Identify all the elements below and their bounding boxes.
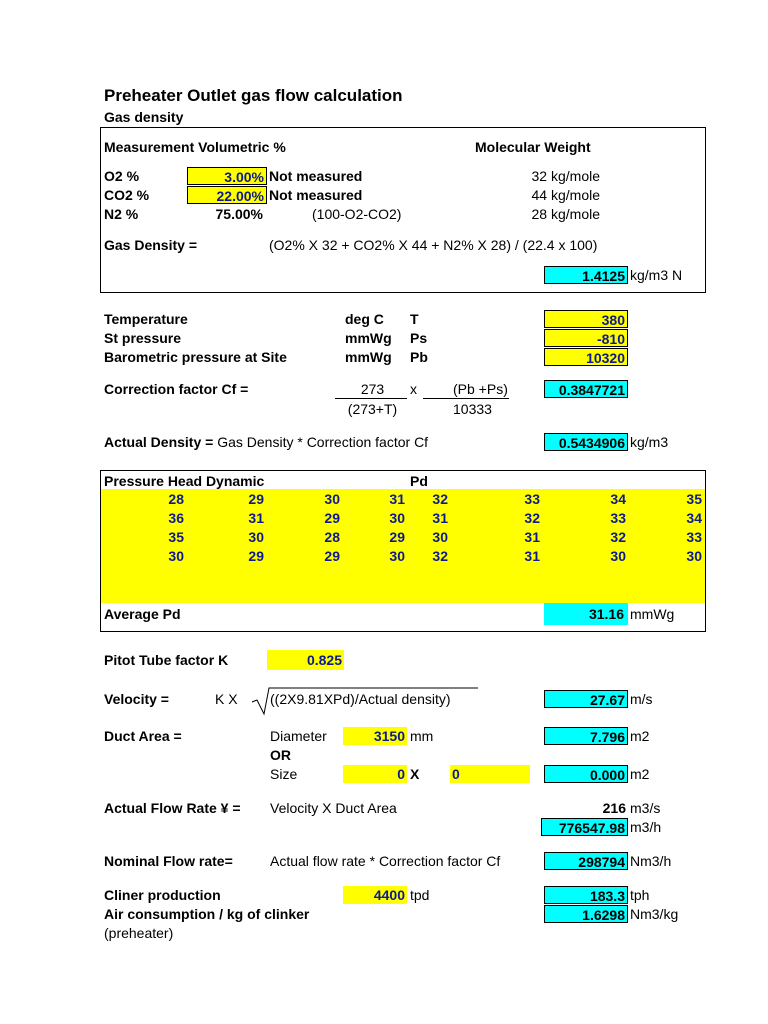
average-pd-label: Average Pd	[104, 606, 181, 622]
o2-input[interactable]: 3.00%	[187, 167, 267, 185]
fraction-line-2	[423, 398, 509, 399]
pd-cell[interactable]: 28	[168, 491, 184, 507]
duct-area-value-2: 0.000	[544, 765, 628, 783]
o2-note: Not measured	[269, 168, 363, 184]
pd-cell[interactable]: 34	[610, 491, 626, 507]
diameter-unit: mm	[410, 728, 434, 744]
actual-flow-value-s: 216	[602, 800, 626, 816]
nominal-flow-formula: Actual flow rate * Correction factor Cf	[270, 853, 501, 869]
temperature-unit: deg C	[345, 311, 384, 327]
n2-mw: 28 kg/mole	[531, 206, 600, 222]
measurement-header: Measurement Volumetric %	[104, 139, 286, 155]
actual-flow-formula: Velocity X Duct Area	[270, 800, 397, 816]
actual-flow-unit-h: m3/h	[630, 819, 662, 835]
pd-cell[interactable]: 28	[324, 529, 340, 545]
page-title: Preheater Outlet gas flow calculation	[104, 86, 403, 105]
air-consumption-sub: (preheater)	[104, 925, 174, 941]
pd-cell[interactable]: 34	[686, 510, 702, 526]
duct-area-unit-2: m2	[630, 766, 650, 782]
st-pressure-unit: mmWg	[345, 330, 392, 346]
pd-cell[interactable]: 29	[389, 529, 405, 545]
actual-flow-label: Actual Flow Rate ¥ =	[104, 800, 241, 816]
actual-density-row	[104, 433, 428, 451]
fraction-line-1	[335, 398, 407, 399]
average-pd-value: 31.16	[588, 606, 624, 622]
clinker-unit: tpd	[410, 887, 430, 903]
duct-area-label: Duct Area =	[104, 728, 182, 744]
temperature-symbol: T	[410, 311, 419, 327]
actual-density-formula: Gas Density * Correction factor Cf	[217, 434, 429, 450]
average-pd-unit: mmWg	[630, 606, 675, 622]
correction-value: 0.3847721	[544, 380, 628, 398]
temperature-label: Temperature	[104, 311, 188, 327]
pd-cell[interactable]: 31	[524, 548, 540, 564]
pd-cell[interactable]: 30	[248, 529, 264, 545]
or-label: OR	[270, 747, 291, 763]
pd-cell[interactable]: 31	[432, 510, 448, 526]
velocity-value: 27.67	[544, 690, 628, 708]
nominal-flow-label: Nominal Flow rate=	[104, 853, 233, 869]
st-pressure-input[interactable]: -810	[544, 329, 628, 347]
pd-cell[interactable]: 35	[686, 491, 702, 507]
pd-cell[interactable]: 29	[324, 510, 340, 526]
pd-cell[interactable]: 33	[524, 491, 540, 507]
air-consumption-value: 1.6298	[544, 905, 628, 923]
size-label: Size	[270, 766, 298, 782]
correction-x: x	[410, 381, 417, 397]
co2-mw: 44 kg/mole	[531, 187, 600, 203]
barometric-label: Barometric pressure at Site	[104, 349, 287, 365]
pd-cell[interactable]: 33	[610, 510, 626, 526]
molecular-weight-header: Molecular Weight	[475, 139, 591, 155]
gas-density-formula: (O2% X 32 + CO2% X 44 + N2% X 28) / (22.4 x 100)	[269, 237, 598, 253]
st-pressure-symbol: Ps	[410, 330, 428, 346]
actual-density-unit: kg/m3	[630, 434, 669, 450]
co2-label: CO2 %	[104, 187, 150, 203]
pd-cell[interactable]: 30	[686, 548, 702, 564]
barometric-unit: mmWg	[345, 349, 392, 365]
pd-cell[interactable]: 32	[610, 529, 626, 545]
co2-input[interactable]: 22.00%	[187, 186, 267, 204]
pd-cell[interactable]: 29	[248, 548, 264, 564]
gas-density-unit: kg/m3 N	[630, 267, 683, 283]
nominal-flow-unit: Nm3/h	[630, 853, 672, 869]
pd-cell[interactable]: 31	[524, 529, 540, 545]
duct-area-value-1: 7.796	[544, 727, 628, 745]
actual-flow-value-h: 776547.98	[541, 818, 628, 836]
diameter-label: Diameter	[270, 728, 327, 744]
actual-density-label: Actual Density =	[104, 434, 214, 450]
clinker-tph-value: 183.3	[544, 886, 628, 904]
air-consumption-label: Air consumption / kg of clinker	[104, 906, 310, 922]
correction-num2: (Pb +Ps)	[453, 381, 508, 397]
pressure-head-symbol: Pd	[410, 473, 428, 489]
pd-cell[interactable]: 31	[248, 510, 264, 526]
gas-density-label: Gas Density =	[104, 237, 197, 253]
air-consumption-unit: Nm3/kg	[630, 906, 679, 922]
pd-cell[interactable]: 30	[389, 510, 405, 526]
correction-num1: 273	[360, 381, 385, 397]
pd-cell[interactable]: 30	[324, 491, 340, 507]
pd-cell[interactable]: 35	[168, 529, 184, 545]
size-input-2[interactable]: 0	[450, 765, 530, 783]
correction-label: Correction factor Cf =	[104, 381, 249, 397]
pressure-head-label: Pressure Head Dynamic	[104, 473, 265, 489]
pd-cell[interactable]: 30	[610, 548, 626, 564]
correction-den1: (273+T)	[347, 401, 398, 417]
velocity-label: Velocity =	[104, 691, 169, 707]
actual-density-value: 0.5434906	[544, 433, 628, 451]
n2-label: N2 %	[104, 206, 139, 222]
pd-cell[interactable]: 32	[432, 548, 448, 564]
gas-density-value: 1.4125	[544, 266, 628, 284]
o2-label: O2 %	[104, 168, 140, 184]
clinker-input[interactable]: 4400	[343, 886, 407, 904]
pd-cell[interactable]: 33	[686, 529, 702, 545]
pd-cell[interactable]: 36	[168, 510, 184, 526]
pd-cell[interactable]: 32	[524, 510, 540, 526]
co2-note: Not measured	[269, 187, 363, 203]
n2-note: (100-O2-CO2)	[312, 206, 402, 222]
pd-cell[interactable]: 30	[168, 548, 184, 564]
pd-cell[interactable]: 29	[248, 491, 264, 507]
pd-cell[interactable]: 32	[432, 491, 448, 507]
clinker-label: Cliner production	[104, 887, 221, 903]
clinker-tph-unit: tph	[630, 887, 650, 903]
velocity-unit: m/s	[630, 691, 653, 707]
velocity-formula: ((2X9.81XPd)/Actual density)	[270, 691, 451, 707]
st-pressure-label: St pressure	[104, 330, 182, 346]
duct-area-unit-1: m2	[630, 728, 650, 744]
pd-cell[interactable]: 30	[389, 548, 405, 564]
o2-mw: 32 kg/mole	[531, 168, 600, 184]
nominal-flow-value: 298794	[544, 852, 628, 870]
n2-value: 75.00%	[215, 206, 263, 222]
pitot-input[interactable]: 0.825	[267, 650, 344, 670]
barometric-input[interactable]: 10320	[544, 348, 628, 366]
temperature-input[interactable]: 380	[544, 310, 628, 328]
barometric-symbol: Pb	[410, 349, 428, 365]
correction-den2: 10333	[453, 401, 492, 417]
pitot-label: Pitot Tube factor K	[104, 652, 229, 668]
size-x: X	[410, 766, 420, 782]
pd-cell[interactable]: 30	[432, 529, 448, 545]
pd-cell[interactable]: 31	[389, 491, 405, 507]
velocity-k: K X	[215, 691, 238, 707]
size-input-1[interactable]: 0	[343, 765, 407, 783]
actual-flow-unit-s: m3/s	[630, 800, 661, 816]
section-subtitle: Gas density	[104, 109, 184, 125]
pd-cell[interactable]: 29	[324, 548, 340, 564]
diameter-input[interactable]: 3150	[343, 727, 407, 745]
